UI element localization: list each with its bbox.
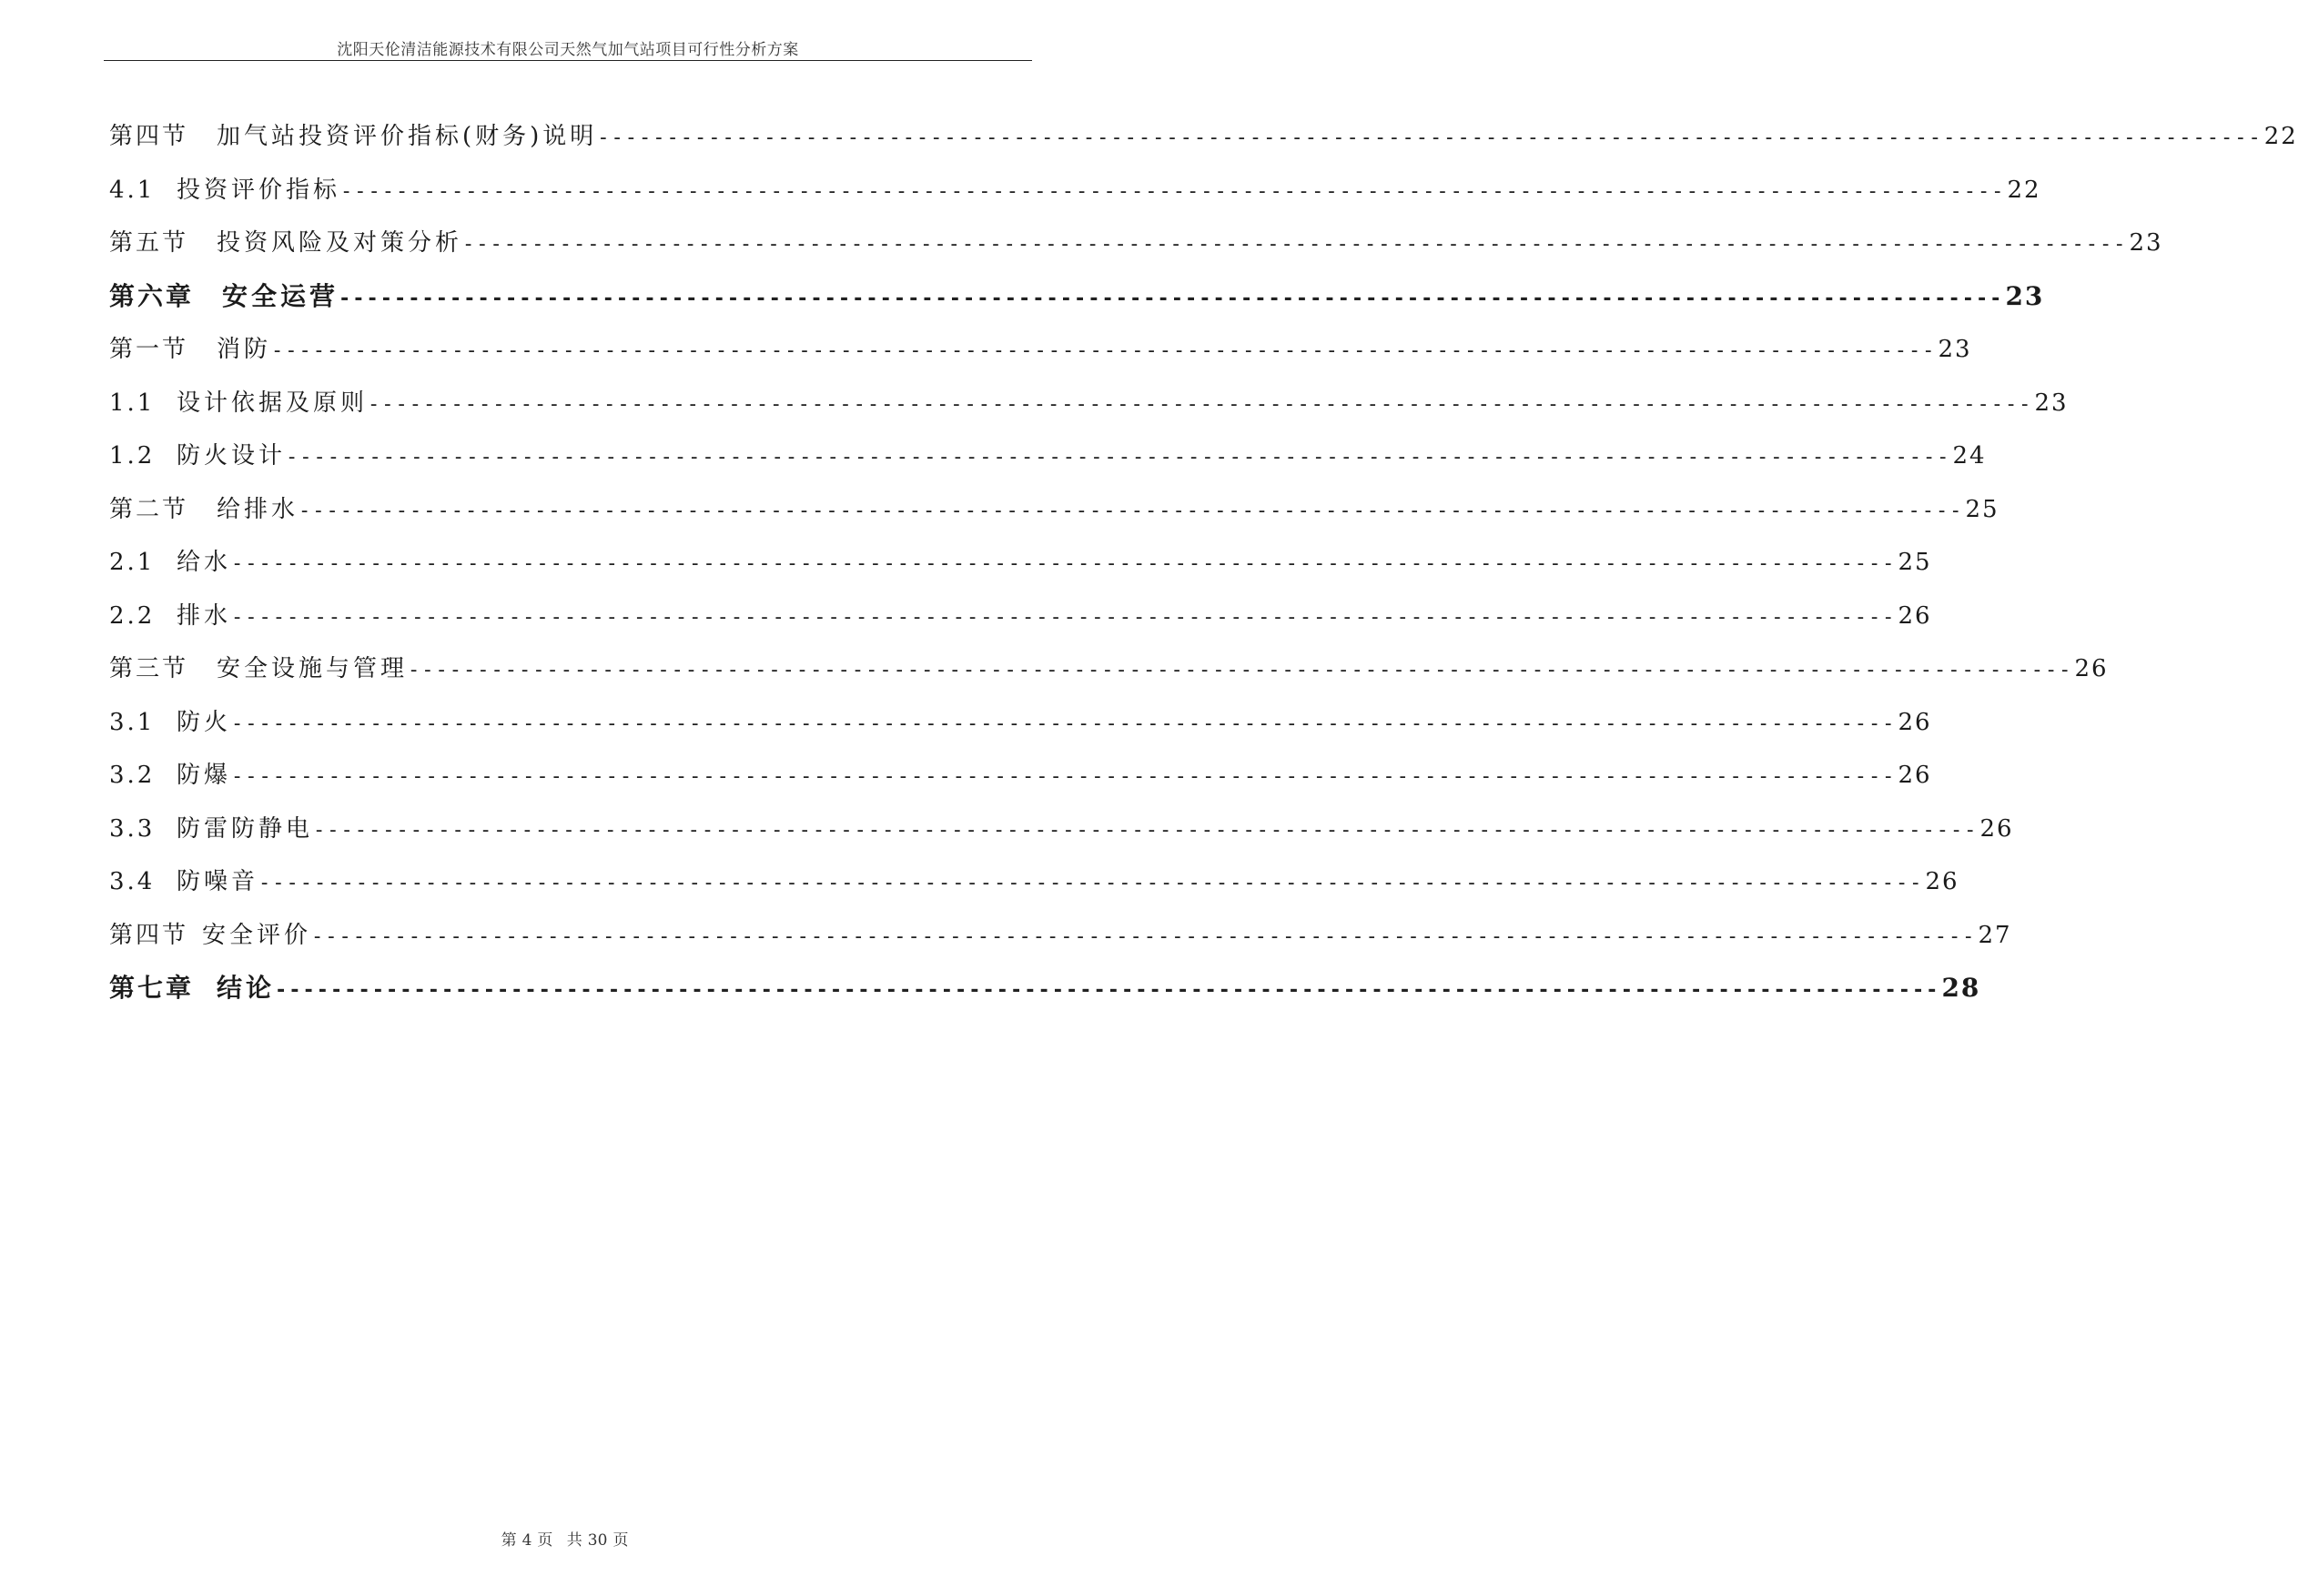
toc-entry-number: 2.2 <box>109 601 156 630</box>
toc-entry-title: 安全设施与管理 <box>217 655 409 682</box>
toc-entry-title: 防爆 <box>177 762 232 789</box>
toc-entry[interactable] <box>109 917 2012 971</box>
toc-entry-number: 第二节 <box>109 495 189 523</box>
toc-entry[interactable] <box>109 757 1932 811</box>
toc-entry-page: 26 <box>1979 814 2014 843</box>
toc-entry-title: 防火 <box>177 708 232 736</box>
toc-entry-page: 23 <box>2034 389 2069 417</box>
toc-entry-title: 防噪音 <box>177 868 259 895</box>
toc-entry[interactable] <box>109 704 1932 758</box>
toc-entry-page: 25 <box>1965 495 1999 523</box>
toc-dot-leader: ------------------------------------------------------------------------------------------------------------------------ <box>258 872 1924 894</box>
toc-entry[interactable] <box>109 438 1987 491</box>
page-header-title: 沈阳天伦清洁能源技术有限公司天然气加气站项目可行性分析方案 <box>337 41 799 59</box>
toc-dot-leader: ------------------------------------------------------------------------------------------------------------------------ <box>271 339 1937 362</box>
toc-entry-number: 第四节 <box>109 123 189 150</box>
toc-dot-leader: ------------------------------------------------------------------------------------------------------------------------ <box>275 979 1940 1002</box>
toc-entry[interactable] <box>109 598 1932 652</box>
toc-entry[interactable] <box>109 118 2298 172</box>
toc-entry-title: 安全运营 <box>222 280 339 311</box>
toc-entry-page: 26 <box>1898 708 1932 736</box>
toc-entry[interactable] <box>109 331 1972 385</box>
toc-entry-title: 加气站投资评价指标(财务)说明 <box>217 123 598 150</box>
footer-total-suffix: 页 <box>612 1531 629 1550</box>
toc-entry[interactable] <box>109 651 2109 704</box>
toc-entry-page: 23 <box>2129 229 2163 257</box>
toc-dot-leader: ------------------------------------------------------------------------------------------------------------------------ <box>286 446 1951 469</box>
toc-entry-page: 23 <box>2005 280 2045 311</box>
toc-dot-leader: ------------------------------------------------------------------------------------------------------------------------ <box>340 179 2006 203</box>
toc-entry-title: 结论 <box>217 973 276 1003</box>
toc-entry-title: 消防 <box>217 336 272 363</box>
toc-entry[interactable] <box>109 225 2163 278</box>
toc-entry-number: 第六章 <box>109 280 195 311</box>
toc-dot-leader: ------------------------------------------------------------------------------------------------------------------------ <box>231 552 1897 575</box>
toc-entry-title: 给排水 <box>217 495 299 523</box>
footer-total-prefix: 共 <box>566 1531 582 1550</box>
toc-dot-leader: ------------------------------------------------------------------------------------------------------------------------ <box>408 659 2073 682</box>
page-footer <box>0 1530 1129 1551</box>
toc-entry-title: 防火设计 <box>177 442 287 470</box>
toc-entry[interactable] <box>109 811 2014 864</box>
toc-entry-number: 3.4 <box>109 868 156 895</box>
toc-entry-number: 3.3 <box>109 814 156 843</box>
toc-entry-page: 26 <box>1925 868 1959 895</box>
toc-entry-title: 投资风险及对策分析 <box>217 229 463 257</box>
toc-entry-title: 排水 <box>177 601 232 630</box>
toc-entry[interactable] <box>109 864 1959 917</box>
header-divider <box>104 60 1032 61</box>
toc-entry-page: 22 <box>2007 176 2041 204</box>
toc-entry-page: 26 <box>1898 762 1932 789</box>
toc-entry-number: 3.2 <box>109 762 156 789</box>
toc-entry-number: 3.1 <box>109 708 156 736</box>
toc-entry-title: 设计依据及原则 <box>177 389 369 417</box>
toc-dot-leader: ------------------------------------------------------------------------------------------------------------------------ <box>311 924 1977 948</box>
toc-dot-leader: ------------------------------------------------------------------------------------------------------------------------ <box>462 233 2128 256</box>
toc-entry-title: 投资评价指标 <box>177 176 341 204</box>
toc-dot-leader: ------------------------------------------------------------------------------------------------------------------------ <box>231 605 1897 629</box>
table-of-contents <box>109 118 2298 1024</box>
toc-entry-number: 4.1 <box>109 176 156 204</box>
toc-dot-leader: ------------------------------------------------------------------------------------------------------------------------ <box>299 499 1964 522</box>
toc-entry-number: 1.1 <box>109 389 156 417</box>
toc-entry-page: 23 <box>1938 336 1972 363</box>
toc-dot-leader: ------------------------------------------------------------------------------------------------------------------------ <box>339 287 2004 310</box>
toc-entry[interactable] <box>109 385 2069 439</box>
footer-page-prefix: 第 <box>501 1531 517 1550</box>
toc-dot-leader: ------------------------------------------------------------------------------------------------------------------------ <box>231 712 1897 735</box>
toc-entry[interactable] <box>109 491 1999 545</box>
footer-total-pages: 30 <box>587 1531 608 1550</box>
toc-entry-page: 25 <box>1898 549 1932 576</box>
toc-entry-title: 安全评价 <box>202 921 312 949</box>
toc-chapter-entry[interactable] <box>109 278 2045 332</box>
toc-entry-number: 第一节 <box>109 336 189 363</box>
toc-entry-page: 28 <box>1941 973 1981 1003</box>
toc-entry-title: 防雷防静电 <box>177 814 314 843</box>
toc-entry[interactable] <box>109 544 1932 598</box>
toc-entry[interactable] <box>109 172 2041 226</box>
footer-page-mid: 页 <box>537 1531 553 1550</box>
toc-entry-number: 第五节 <box>109 229 189 257</box>
toc-dot-leader: ------------------------------------------------------------------------------------------------------------------------ <box>313 818 1979 842</box>
toc-entry-number: 第三节 <box>109 655 189 682</box>
toc-dot-leader: ------------------------------------------------------------------------------------------------------------------------ <box>231 765 1897 788</box>
toc-dot-leader: ------------------------------------------------------------------------------------------------------------------------ <box>597 126 2263 149</box>
toc-entry-number: 1.2 <box>109 442 156 470</box>
toc-entry-page: 27 <box>1978 921 2012 949</box>
toc-entry-number: 第七章 <box>109 973 195 1003</box>
footer-page-number: 4 <box>521 1531 532 1550</box>
toc-entry-number: 2.1 <box>109 549 156 576</box>
toc-entry-page: 26 <box>1898 601 1932 630</box>
toc-entry-page: 24 <box>1952 442 1987 470</box>
toc-chapter-entry[interactable] <box>109 970 1981 1024</box>
toc-entry-number: 第四节 <box>109 921 189 949</box>
toc-entry-page: 22 <box>2263 123 2298 150</box>
toc-entry-title: 给水 <box>177 549 232 576</box>
toc-entry-page: 26 <box>2074 655 2109 682</box>
toc-dot-leader: ------------------------------------------------------------------------------------------------------------------------ <box>368 392 2033 416</box>
